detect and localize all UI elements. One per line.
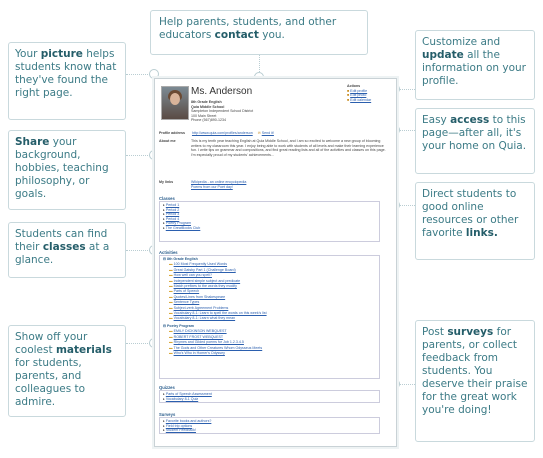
callout-keyword: picture: [40, 48, 83, 60]
callout-text: Students can find their: [15, 228, 108, 253]
activity-icon: ▬: [169, 329, 173, 334]
activity-icon: ▬: [169, 300, 173, 305]
quiz-item[interactable]: ▸ Vocabulary 8-1 Quiz: [163, 396, 199, 401]
class-item[interactable]: ▸ Period 4: [163, 216, 180, 221]
info-line: 8th Grade English: [191, 100, 222, 104]
info-line: Phone (567)890-1234: [191, 118, 226, 123]
link-item[interactable]: Poems from our Poet day!: [191, 184, 233, 189]
activity-item[interactable]: ▬ Sentence Types: [169, 300, 200, 305]
class-item[interactable]: ▸ Period 1: [163, 203, 180, 207]
survey-item[interactable]: ▸ Favorite books and authors?: [163, 419, 212, 423]
callout-text: Help parents, students, and other educators: [159, 16, 337, 41]
teacher-info: [191, 100, 341, 123]
activity-icon: ▬: [169, 345, 173, 350]
edit-calendar-link[interactable]: ■ Edit calendar: [347, 97, 372, 102]
callout-text: Direct students to good online resources or other favorite: [422, 188, 519, 239]
info-line: Quia Middle School: [191, 104, 225, 109]
actions-title: Actions: [347, 84, 361, 88]
callout-keyword: contact: [214, 29, 259, 41]
class-item[interactable]: ▸ The GreatBooks Club: [163, 225, 201, 230]
callout-keyword: access: [450, 114, 490, 126]
address-label: Profile address: [159, 131, 185, 135]
callout-text: for parents, or collect feedback from students. You deserve their praise for the great work you're doing!: [422, 326, 528, 416]
callout-text: Your: [15, 48, 41, 60]
link-item[interactable]: Wikipedia - an online encyclopedia: [191, 180, 247, 184]
activity-item[interactable]: ▬ Quotes/Lines from Shakespeare: [169, 294, 226, 299]
callout-surveys: [415, 320, 535, 442]
callout-links: [415, 182, 535, 260]
profile-url-link[interactable]: http://www.quia.com/profiles/anderson: [191, 131, 253, 135]
about-label: About me: [159, 139, 176, 143]
activity-item[interactable]: ▬ Who's Who in Homer's Odyssey: [169, 350, 225, 355]
activity-icon: ▬: [169, 334, 173, 339]
activity-icon: ▬: [169, 289, 173, 294]
quizzes-title: Quizzes: [159, 385, 175, 390]
survey-item[interactable]: ▸ Field trip options: [163, 423, 193, 428]
class-item[interactable]: ▸ Period 2: [163, 207, 180, 212]
quiz-item[interactable]: ▸ Parts of Speech Assessment: [163, 392, 212, 396]
callout-update: [415, 30, 535, 100]
info-line: Sampleton Independent School District: [191, 109, 254, 114]
activity-item[interactable]: ▬ Rhymes and Gilded poems for Job 1.2.3.4.5: [169, 340, 244, 345]
classes-box: [159, 201, 380, 242]
activity-icon: ▬: [169, 311, 173, 316]
teacher-name: Ms. Anderson: [191, 86, 253, 97]
callout-materials: [8, 325, 126, 417]
callout-text: Show off your coolest: [15, 331, 88, 356]
photo-icon: ■: [347, 93, 350, 98]
callout-keyword: materials: [55, 344, 112, 356]
envelope-icon: ✉: [257, 131, 261, 135]
calendar-icon: ■: [347, 97, 350, 102]
class-item[interactable]: ▸ Poetry Program: [163, 221, 191, 226]
activity-item[interactable]: ▬ 100 Most Frequently Used Words: [169, 262, 228, 267]
activity-icon: ▬: [169, 340, 173, 345]
profile-address-row: [159, 131, 389, 136]
activity-icon: ▬: [169, 294, 173, 299]
activity-item[interactable]: ▬ Independent simple subject and predicate: [169, 278, 241, 283]
callout-keyword: links.: [465, 227, 498, 239]
activity-icon: ▬: [169, 267, 173, 272]
callout-text: to this page—after all, it's your home on Quia.: [422, 114, 527, 152]
callout-text: Post: [422, 326, 448, 338]
callout-text: you.: [258, 29, 285, 41]
callout-text: Customize and: [422, 36, 501, 48]
links-label: My links: [159, 180, 174, 184]
activity-group-title[interactable]: ⊟ 8th Grade English: [163, 257, 198, 261]
activity-group-title[interactable]: ⊟ Poetry Program: [163, 323, 194, 328]
activity-item[interactable]: ▬ Vocabulary 8-1: Learn what they mean: [169, 316, 236, 321]
classes-title: Classes: [159, 196, 175, 201]
callout-share: [8, 130, 126, 210]
callout-picture: [8, 42, 126, 120]
info-line: 100 Main Street: [191, 113, 217, 118]
teacher-photo: [161, 86, 189, 120]
edit-profile-link[interactable]: ■ Edit profile: [347, 88, 368, 93]
activity-item[interactable]: ▬ Parts of Speech: [169, 289, 200, 294]
activity-icon: ▬: [169, 262, 173, 267]
callout-text: at a glance.: [15, 241, 110, 266]
callout-classes: [8, 222, 126, 278]
callout-keyword: surveys: [447, 326, 494, 338]
edit-photo-link[interactable]: ■ Edit photo: [347, 93, 367, 98]
activity-item[interactable]: ▬ Match prefixes to the words they modify: [169, 284, 237, 289]
activity-icon: ▬: [169, 284, 173, 289]
callout-access: [415, 108, 535, 174]
activity-icon: ▬: [169, 316, 173, 321]
callout-keyword: update: [422, 49, 464, 61]
callout-text: all the information on your profile.: [422, 49, 526, 87]
callout-contact: [150, 10, 368, 55]
quizzes-box: [159, 390, 380, 403]
callout-text: for students, parents, and colleagues to admire.: [15, 357, 86, 408]
activity-item[interactable]: ▬ Great Gatsby Part 1 (Challenge Board): [169, 267, 236, 272]
send-it-link[interactable]: ✉ Send it!: [257, 131, 274, 135]
actions-panel: [347, 84, 391, 102]
survey-item[interactable]: ▸ Student Feedback!: [163, 428, 196, 433]
activity-item[interactable]: ▬ How well can you spell?: [169, 273, 212, 278]
callout-text: your background, hobbies, teaching philosophy, or goals.: [15, 136, 109, 200]
activity-item[interactable]: ▬ Subject-verb Agreement Problems: [169, 305, 229, 310]
my-links: [191, 180, 246, 189]
activity-item[interactable]: ▬ Vocabulary 8-1: Learn to spell the words on this week's list: [169, 311, 267, 316]
class-item[interactable]: ▸ Period 3: [163, 212, 180, 217]
surveys-box: [159, 417, 380, 434]
callout-keyword: classes: [42, 241, 86, 253]
activity-icon: ▬: [169, 350, 173, 355]
activity-icon: ▬: [169, 273, 173, 278]
callout-text: Easy: [422, 114, 451, 126]
profile-page-preview: [154, 78, 397, 447]
surveys-title: Surveys: [159, 412, 176, 417]
activity-item[interactable]: ▬ EMILY DICKINSON WEBQUEST: [169, 329, 227, 334]
activity-item[interactable]: ▬ ROBERT FROST WEBQUEST: [169, 334, 224, 339]
about-text: This is my tenth year teaching English at Quia Middle School, and I am so excited to welcome a new group of blooming writers to my classroom this year. I enjoy being able to work with students of all levels and make their learning experience fun. I write tips on grammar and compositions, and find great reading lists and all of the activities and classes on this page. I'm especially proud of my students' achievements...: [191, 139, 386, 157]
activity-icon: ▬: [169, 278, 173, 283]
pencil-icon: ■: [347, 88, 350, 93]
activities-box: [159, 255, 380, 379]
activity-icon: ▬: [169, 305, 173, 310]
callout-text: helps students know that they've found the right page.: [15, 48, 117, 99]
activities-title: Activities: [159, 250, 178, 255]
callout-keyword: Share: [15, 136, 50, 148]
activity-item[interactable]: ▬ The Gods and Other Creatures Whom Odysseus Meets: [169, 345, 263, 350]
